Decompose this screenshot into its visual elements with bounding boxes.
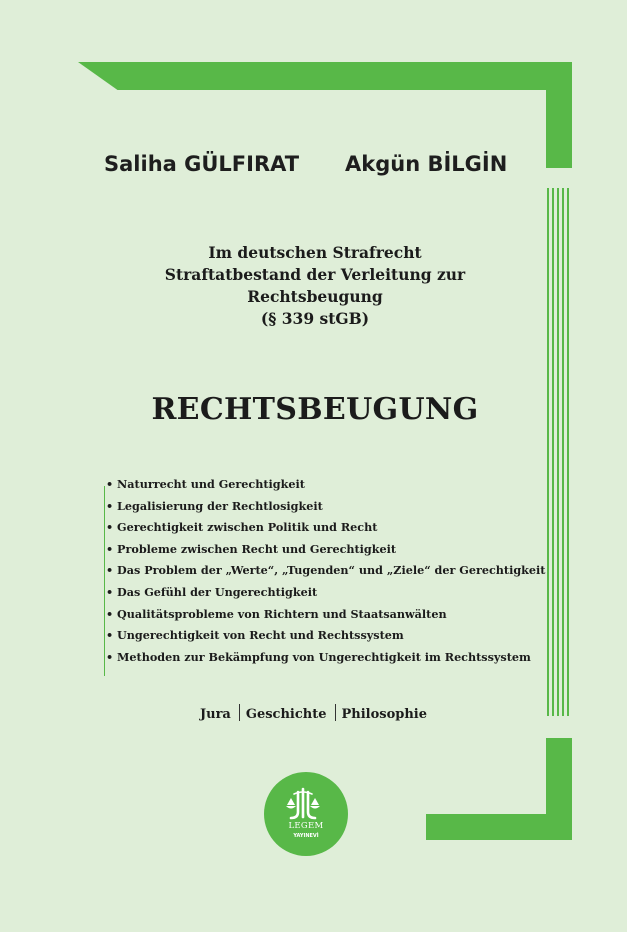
list-item: • Das Problem der „Werte“, „Tugenden“ und „Ziele“ der Gerechtigkeit: [106, 563, 546, 578]
legem-logo-icon: [264, 772, 348, 856]
subtitle-line: Straftatbestand der Verleitung zur: [164, 265, 466, 284]
right-striped-bar: [547, 188, 572, 716]
list-item: • Gerechtigkeit zwischen Politik und Recht: [106, 520, 378, 535]
topic-list: [106, 474, 546, 668]
list-item: • Legalisierung der Rechtlosigkeit: [106, 498, 323, 513]
author-name: Akgün BİLGİN: [345, 152, 508, 176]
field-label: Jura: [199, 707, 231, 722]
publisher-subname: YAYINEVİ: [293, 833, 319, 839]
right-top-green-bar: [546, 62, 572, 168]
top-green-bar: [78, 62, 572, 90]
list-item: • Naturrecht und Gerechtigkeit: [106, 477, 305, 491]
bottom-green-bar: [426, 814, 572, 840]
list-item: • Ungerechtigkeit von Recht und Rechtssystem: [106, 628, 404, 643]
subject-fields: [0, 704, 627, 722]
subtitle: [120, 242, 510, 330]
list-item: • Probleme zwischen Recht und Gerechtigkeit: [106, 541, 397, 556]
subtitle-line: Im deutschen Strafrecht: [208, 243, 422, 262]
field-separator: [239, 704, 240, 721]
list-item: • Qualitätsprobleme von Richtern und Staatsanwälten: [106, 606, 447, 621]
book-title: RECHTSBEUGUNG: [151, 392, 479, 427]
publisher-logo: [264, 772, 348, 856]
subtitle-line: (§ 339 stGB): [260, 309, 370, 328]
field-label: Geschichte: [245, 707, 327, 722]
field-separator: [335, 704, 336, 721]
list-item: • Methoden zur Bekämpfung von Ungerechtigkeit im Rechtssystem: [106, 649, 531, 664]
publisher-name: LEGEM: [288, 821, 324, 831]
author-name: Saliha GÜLFIRAT: [104, 152, 300, 176]
field-label: Philosophie: [341, 707, 428, 722]
subtitle-line: Rechtsbeugung: [247, 287, 383, 306]
list-item: • Das Gefühl der Ungerechtigkeit: [106, 584, 318, 599]
